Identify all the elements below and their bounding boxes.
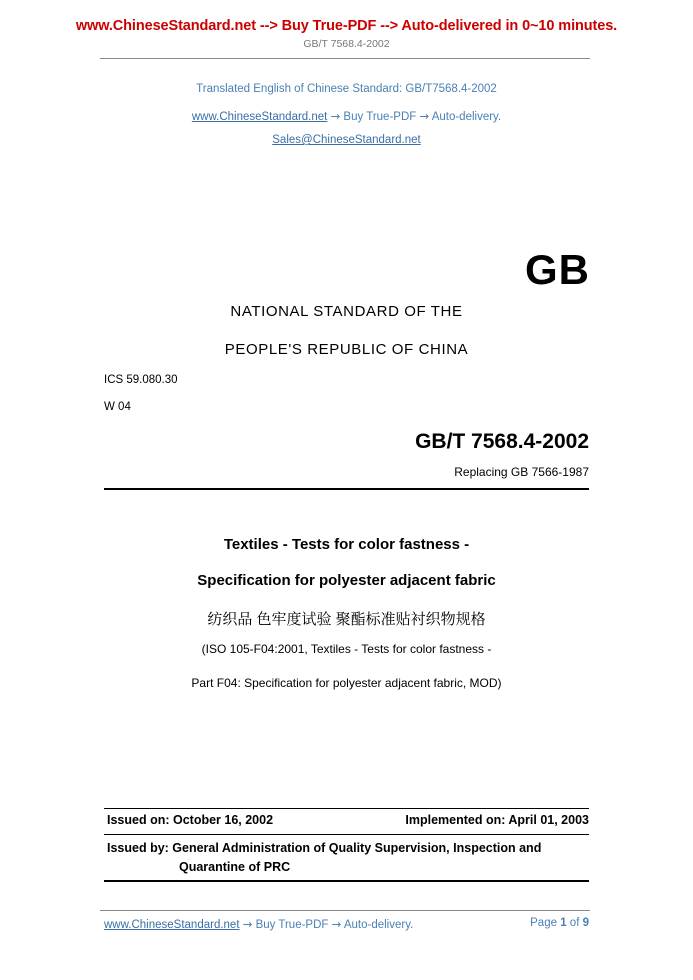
page-indicator bbox=[530, 917, 589, 929]
page-label: Page bbox=[530, 917, 557, 929]
ics-code: ICS 59.080.30 bbox=[104, 374, 178, 386]
issued-on-date: Issued on: October 16, 2002 bbox=[107, 813, 274, 827]
arrow-icon-2: → bbox=[419, 109, 430, 123]
iso-reference-line-1: (ISO 105-F04:2001, Textiles - Tests for color fastness - bbox=[201, 642, 492, 656]
issued-by-line-1: Issued by: General Administration of Quality Supervision, Inspection and bbox=[107, 841, 542, 855]
implemented-on-date: Implemented on: April 01, 2003 bbox=[405, 813, 589, 827]
page-number: 1 bbox=[560, 917, 567, 929]
purchase-line bbox=[0, 109, 693, 123]
arrow-icon: → bbox=[330, 109, 341, 123]
footer-arrow-icon-2: → bbox=[331, 917, 342, 931]
footer-delivery-text: Auto-delivery. bbox=[343, 919, 414, 931]
issued-by-block bbox=[107, 839, 589, 877]
footer-divider bbox=[100, 910, 590, 911]
footer-buy-text: Buy True-PDF bbox=[255, 919, 329, 931]
replacing-standard: Replacing GB 7566-1987 bbox=[454, 465, 589, 479]
promo-standard-code: GB/T 7568.4-2002 bbox=[303, 38, 390, 50]
issue-divider-mid bbox=[104, 834, 589, 835]
title-english-line-1: Textiles - Tests for color fastness - bbox=[223, 536, 470, 553]
title-chinese: 纺织品 色牢度试验 聚酯标准贴衬织物规格 bbox=[207, 611, 486, 628]
sales-email-link[interactable]: Sales@ChineseStandard.net bbox=[272, 134, 421, 146]
footer-arrow-icon: → bbox=[242, 917, 253, 931]
auto-delivery-text: Auto-delivery. bbox=[431, 111, 502, 123]
footer-links bbox=[104, 917, 413, 931]
issued-by-line-2: Quarantine of PRC bbox=[179, 860, 291, 874]
sales-email-line bbox=[0, 134, 693, 146]
promo-banner: www.ChineseStandard.net --> Buy True-PDF --> Auto-delivered in 0~10 minutes. bbox=[75, 18, 618, 34]
classification-code: W 04 bbox=[104, 401, 131, 413]
chinesestandard-link[interactable]: www.ChineseStandard.net bbox=[191, 111, 328, 123]
footer-site-link[interactable]: www.ChineseStandard.net bbox=[104, 919, 240, 931]
header-divider bbox=[100, 58, 590, 59]
title-english-line-2: Specification for polyester adjacent fabric bbox=[197, 572, 496, 589]
iso-reference-line-2: Part F04: Specification for polyester adjacent fabric, MOD) bbox=[191, 676, 502, 690]
issue-divider-top bbox=[104, 808, 589, 809]
gb-logo-text: GB bbox=[525, 246, 590, 293]
buy-true-pdf-text: Buy True-PDF bbox=[343, 111, 417, 123]
page-of-label: of bbox=[569, 917, 580, 929]
national-standard-line-2: PEOPLE'S REPUBLIC OF CHINA bbox=[224, 341, 469, 358]
title-divider bbox=[104, 488, 589, 490]
national-standard-line-1: NATIONAL STANDARD OF THE bbox=[230, 303, 463, 320]
issue-divider-bottom bbox=[104, 880, 589, 882]
translated-title-line: Translated English of Chinese Standard: GB/T7568.4-2002 bbox=[196, 83, 497, 95]
standard-number: GB/T 7568.4-2002 bbox=[415, 430, 589, 453]
page-total: 9 bbox=[582, 917, 589, 929]
